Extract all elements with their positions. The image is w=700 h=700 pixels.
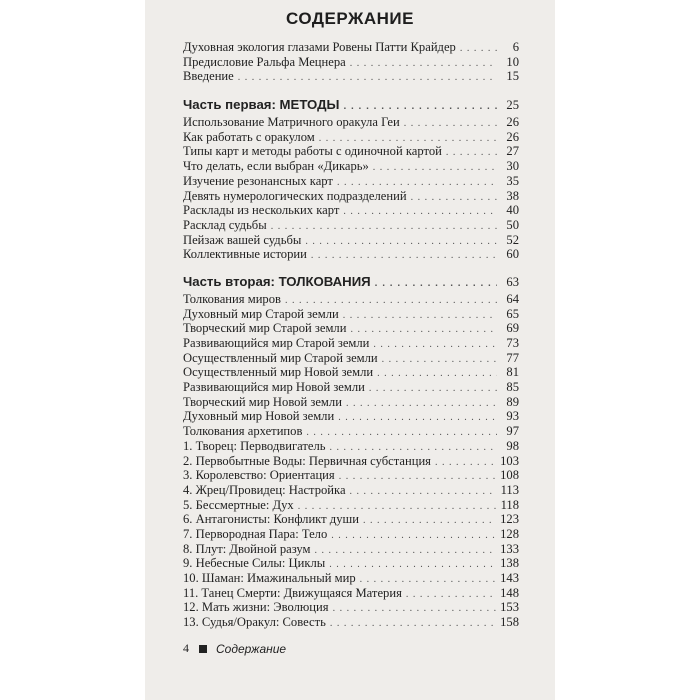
toc-entry-title: Типы карт и методы работы с одиночной картой	[183, 144, 442, 159]
toc-entry-page: 148	[500, 585, 519, 600]
dot-leader	[343, 97, 497, 117]
dot-leader	[406, 588, 496, 603]
toc-entry-page: 85	[506, 380, 519, 395]
toc-entry	[183, 174, 519, 189]
toc-entry-page: 35	[506, 173, 519, 188]
dot-leader	[343, 309, 497, 324]
toc-entry-page: 81	[506, 365, 519, 380]
intro-section	[183, 40, 519, 84]
toc-entry	[183, 203, 519, 218]
toc-entry-page: 93	[506, 409, 519, 424]
toc-entry-title: Пейзаж вашей судьбы	[183, 232, 302, 247]
dot-leader	[343, 205, 497, 220]
table-of-contents	[183, 40, 519, 630]
dot-leader	[382, 353, 497, 368]
toc-entry-page: 77	[506, 350, 519, 365]
toc-entry-title: Использование Матричного оракула Геи	[183, 115, 400, 130]
toc-entry	[183, 615, 519, 630]
toc-entry-page: 73	[506, 336, 519, 350]
dot-leader	[315, 544, 497, 559]
toc-entry-page: 26	[506, 129, 519, 144]
toc-entry-title: 9. Небесные Силы: Циклы	[183, 556, 326, 571]
book-page	[145, 0, 555, 700]
toc-entry-page: 38	[506, 188, 519, 203]
square-bullet-icon	[199, 645, 207, 653]
part-one-page: 25	[506, 98, 519, 113]
dot-leader	[350, 485, 497, 500]
dot-leader	[271, 220, 497, 235]
toc-entry-page: 15	[506, 69, 519, 84]
toc-entry	[183, 336, 519, 351]
dot-leader	[333, 602, 497, 617]
toc-entry-title: Изучение резонансных карт	[183, 173, 333, 188]
toc-entry-title: Предисловие Ральфа Мецнера	[183, 54, 346, 69]
toc-entry	[183, 498, 519, 513]
dot-leader	[346, 397, 497, 412]
dot-leader	[460, 42, 497, 57]
toc-entry	[183, 571, 519, 586]
toc-entry	[183, 321, 519, 336]
part-two-heading	[183, 272, 519, 292]
toc-entry-title: Осуществленный мир Новой земли	[183, 365, 374, 380]
toc-entry-title: Что делать, если выбран «Дикарь»	[183, 159, 369, 174]
toc-entry-title: Творческий мир Новой земли	[183, 394, 342, 409]
toc-entry-title: 5. Бессмертные: Дух	[183, 497, 294, 512]
toc-entry-title: 12. Мать жизни: Эволюция	[183, 600, 329, 615]
toc-entry-page: 27	[506, 144, 519, 159]
toc-entry-page: 30	[506, 159, 519, 174]
toc-entry	[183, 424, 519, 439]
page-title: СОДЕРЖАНИЕ	[286, 9, 414, 28]
part-one-heading	[183, 95, 519, 115]
toc-entry-title: Развивающийся мир Новой земли	[183, 380, 365, 395]
dot-leader	[350, 57, 497, 72]
toc-entry	[183, 468, 519, 483]
toc-entry	[183, 40, 519, 55]
toc-entry-title: 10. Шаман: Имажинальный мир	[183, 571, 356, 585]
toc-entry-page: 138	[500, 556, 519, 571]
toc-entry-page: 153	[500, 600, 519, 615]
toc-entry-page: 52	[506, 232, 519, 247]
toc-entry	[183, 439, 519, 454]
toc-entry	[183, 409, 519, 424]
toc-entry	[183, 115, 519, 130]
toc-entry-title: Духовная экология глазами Ровены Патти Крайдер	[183, 40, 456, 54]
toc-entry-page: 60	[506, 247, 519, 262]
dot-leader	[338, 411, 497, 426]
toc-entry-title: Творческий мир Старой земли	[183, 321, 347, 336]
toc-entry	[183, 527, 519, 542]
toc-entry-title: 8. Плут: Двойной разум	[183, 541, 311, 556]
toc-entry	[183, 365, 519, 380]
toc-entry-page: 123	[500, 512, 519, 527]
toc-entry	[183, 351, 519, 366]
dot-leader	[411, 191, 497, 206]
toc-entry-page: 158	[500, 615, 519, 630]
toc-entry-page: 103	[500, 453, 519, 468]
toc-entry	[183, 307, 519, 322]
toc-entry-title: Толкования миров	[183, 291, 281, 306]
running-title: Содержание	[216, 641, 287, 656]
toc-entry-page: 97	[506, 424, 519, 439]
toc-entry-page: 40	[506, 203, 519, 218]
toc-entry-title: 13. Судья/Оракул: Совесть	[183, 615, 326, 630]
toc-entry	[183, 395, 519, 410]
dot-leader	[446, 146, 497, 161]
dot-leader	[377, 367, 497, 382]
part-two-section	[183, 292, 519, 630]
toc-entry-page: 113	[500, 482, 519, 497]
toc-entry	[183, 233, 519, 248]
toc-entry	[183, 380, 519, 395]
part-one-section	[183, 115, 519, 262]
toc-entry-title: Развивающийся мир Старой земли	[183, 336, 370, 350]
toc-entry-title: Коллективные истории	[183, 247, 307, 262]
dot-leader	[404, 117, 497, 132]
toc-entry-page: 108	[500, 468, 519, 483]
toc-entry	[183, 144, 519, 159]
part-two-label: Часть вторая: ТОЛКОВАНИЯ	[183, 273, 371, 289]
dot-leader	[369, 382, 497, 397]
toc-entry-title: 7. Первородная Пара: Тело	[183, 526, 328, 541]
toc-entry-title: 4. Жрец/Провидец: Настройка	[183, 482, 346, 497]
toc-entry	[183, 483, 519, 498]
dot-leader	[330, 617, 496, 632]
page-number: 4	[183, 641, 189, 655]
toc-entry-page: 50	[506, 217, 519, 232]
toc-entry-page: 118	[500, 497, 519, 512]
toc-entry	[183, 159, 519, 174]
toc-entry-title: 11. Танец Смерти: Движущаяся Материя	[183, 585, 402, 600]
dot-leader	[350, 323, 497, 338]
page-footer	[183, 641, 286, 656]
toc-entry-page: 69	[506, 321, 519, 336]
toc-entry-title: Толкования архетипов	[183, 424, 303, 439]
toc-entry	[183, 556, 519, 571]
toc-entry-title: Духовный мир Новой земли	[183, 409, 335, 424]
toc-entry	[183, 130, 519, 145]
dot-leader	[311, 249, 497, 264]
toc-entry-title: 2. Первобытные Воды: Первичная субстанция	[183, 453, 431, 468]
toc-entry	[183, 292, 519, 307]
toc-entry	[183, 512, 519, 527]
toc-entry	[183, 542, 519, 557]
part-one-label: Часть первая: МЕТОДЫ	[183, 97, 340, 113]
toc-entry-title: Духовный мир Старой земли	[183, 306, 339, 321]
toc-entry-page: 128	[500, 526, 519, 541]
dot-leader	[331, 529, 496, 544]
toc-entry-title: Введение	[183, 69, 234, 84]
dot-leader	[375, 274, 497, 294]
toc-entry-page: 133	[500, 541, 519, 556]
toc-entry-page: 98	[506, 438, 519, 453]
toc-entry	[183, 189, 519, 204]
part-two-page: 63	[506, 274, 519, 289]
toc-entry-page: 6	[512, 40, 519, 54]
toc-entry-page: 26	[506, 115, 519, 130]
toc-entry-page: 65	[506, 306, 519, 321]
dot-leader	[339, 470, 496, 485]
toc-entry-title: Как работать с оракулом	[183, 129, 315, 144]
dot-leader	[306, 426, 497, 441]
toc-entry-page: 10	[506, 54, 519, 69]
dot-leader	[305, 235, 497, 250]
toc-entry-page: 143	[500, 571, 519, 585]
toc-entry-title: 3. Королевство: Ориентация	[183, 468, 335, 483]
toc-entry-page: 89	[506, 394, 519, 409]
toc-entry	[183, 55, 519, 70]
toc-entry-page: 64	[506, 291, 519, 306]
toc-entry	[183, 247, 519, 262]
toc-entry	[183, 69, 519, 84]
dot-leader	[373, 161, 497, 176]
toc-entry	[183, 454, 519, 469]
dot-leader	[238, 71, 497, 86]
toc-entry-title: Осуществленный мир Старой земли	[183, 350, 378, 365]
dot-leader	[373, 338, 497, 353]
dot-leader	[435, 456, 496, 471]
toc-entry-title: 1. Творец: Перводвигатель	[183, 438, 326, 453]
toc-entry	[183, 218, 519, 233]
toc-entry-title: Расклады из нескольких карт	[183, 203, 340, 218]
toc-entry	[183, 586, 519, 601]
toc-entry-title: Девять нумерологических подразделений	[183, 188, 407, 203]
toc-entry	[183, 600, 519, 615]
toc-entry-title: Расклад судьбы	[183, 217, 267, 232]
dot-leader	[363, 514, 496, 529]
toc-entry-title: 6. Антагонисты: Конфликт души	[183, 512, 359, 527]
